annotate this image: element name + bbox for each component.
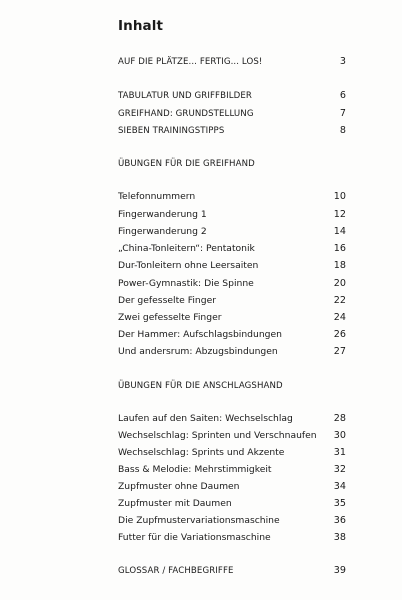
toc-entry-label: Wechselschlag: Sprints und Akzente	[118, 447, 285, 458]
toc-entry-label: ÜBUNGEN FÜR DIE ANSCHLAGSHAND	[118, 381, 283, 391]
toc-entry-page-number: 28	[333, 413, 346, 424]
toc-entry-label: Zwei gefesselte Finger	[118, 312, 222, 323]
toc-entry-page-number: 34	[333, 481, 346, 492]
toc-entry-page-number: 22	[333, 295, 346, 306]
toc-entry	[118, 190, 346, 204]
toc-entry	[118, 429, 346, 443]
toc-entry	[118, 345, 346, 359]
toc-entry-page-number: 38	[333, 532, 346, 543]
toc-entry-label: „China-Tonleitern“: Pentatonik	[118, 243, 255, 254]
toc-entry	[118, 277, 346, 291]
toc-entry	[118, 328, 346, 342]
toc-entry-label: Laufen auf den Saiten: Wechselschlag	[118, 413, 293, 424]
toc-entry-label: Futter für die Variationsmaschine	[118, 532, 271, 543]
toc-entry	[118, 107, 346, 121]
toc-entry-page-number: 8	[339, 125, 346, 136]
toc-entry-page-number: 3	[339, 56, 346, 67]
toc-entry-page-number: 6	[339, 90, 346, 101]
toc-entry-label: Der gefesselte Finger	[118, 295, 217, 306]
toc-entry	[118, 225, 346, 239]
toc-entry-label: Fingerwanderung 2	[118, 226, 207, 237]
toc-entry-page-number: 16	[333, 243, 346, 254]
toc-entry-label: GREIFHAND: GRUNDSTELLUNG	[118, 109, 254, 119]
toc-entry-page-number: 14	[333, 226, 346, 237]
toc-entry	[118, 311, 346, 325]
toc-section-heading	[118, 157, 346, 171]
toc-entry-page-number: 18	[333, 260, 346, 271]
toc-entry-page-number: 30	[333, 430, 346, 441]
toc-entry	[118, 446, 346, 460]
toc-entry	[118, 497, 346, 511]
toc-entry-page-number: 35	[333, 498, 346, 509]
toc-entry	[118, 564, 346, 578]
toc-entry	[118, 89, 346, 103]
toc-entry-page-number: 27	[333, 346, 346, 357]
toc-entry-label: Telefonnummern	[118, 191, 196, 202]
toc-entry-page-number: 24	[333, 312, 346, 323]
toc-entry-label: Fingerwanderung 1	[118, 209, 207, 220]
toc-entry-page-number: 39	[333, 565, 346, 576]
toc-entry	[118, 480, 346, 494]
toc-entry	[118, 294, 346, 308]
toc-entry-page-number: 31	[333, 447, 346, 458]
toc-entry	[118, 531, 346, 545]
toc-entry	[118, 124, 346, 138]
toc-entry-label: Die Zupfmustervariationsmaschine	[118, 515, 280, 526]
toc-entry-page-number: 12	[333, 209, 346, 220]
toc-entry-label: Dur-Tonleitern ohne Leersaiten	[118, 260, 259, 271]
toc-entry	[118, 463, 346, 477]
toc-section-heading	[118, 379, 346, 393]
toc-entry	[118, 208, 346, 222]
toc-entry-page-number: 26	[333, 329, 346, 340]
toc-entry-label: GLOSSAR / FACHBEGRIFFE	[118, 566, 234, 576]
toc-entry-label: Und andersrum: Abzugsbindungen	[118, 346, 278, 357]
toc-entry-label: SIEBEN TRAININGSTIPPS	[118, 126, 225, 136]
page-title: Inhalt	[118, 18, 164, 34]
toc-entry-label: Power-Gymnastik: Die Spinne	[118, 278, 254, 289]
toc-entry-label: Zupfmuster mit Daumen	[118, 498, 232, 509]
toc-entry-page-number: 7	[339, 108, 346, 119]
toc-entry-page-number: 10	[333, 191, 346, 202]
toc-entry	[118, 55, 346, 69]
toc-entry-label: AUF DIE PLÄTZE... FERTIG... LOS!	[118, 57, 263, 67]
toc-entry	[118, 242, 346, 256]
toc-entry-page-number: 20	[333, 278, 346, 289]
toc-entry-label: Der Hammer: Aufschlagsbindungen	[118, 329, 282, 340]
toc-entry	[118, 514, 346, 528]
toc-entry-label: ÜBUNGEN FÜR DIE GREIFHAND	[118, 159, 255, 169]
toc-entry-label: Zupfmuster ohne Daumen	[118, 481, 240, 492]
toc-entry-label: TABULATUR UND GRIFFBILDER	[118, 91, 252, 101]
toc-entry	[118, 412, 346, 426]
toc-entry-label: Bass & Melodie: Mehrstimmigkeit	[118, 464, 272, 475]
toc-entry	[118, 259, 346, 273]
toc-entry-page-number: 36	[333, 515, 346, 526]
toc-entry-label: Wechselschlag: Sprinten und Verschnaufen	[118, 430, 317, 441]
toc-entry-page-number: 32	[333, 464, 346, 475]
